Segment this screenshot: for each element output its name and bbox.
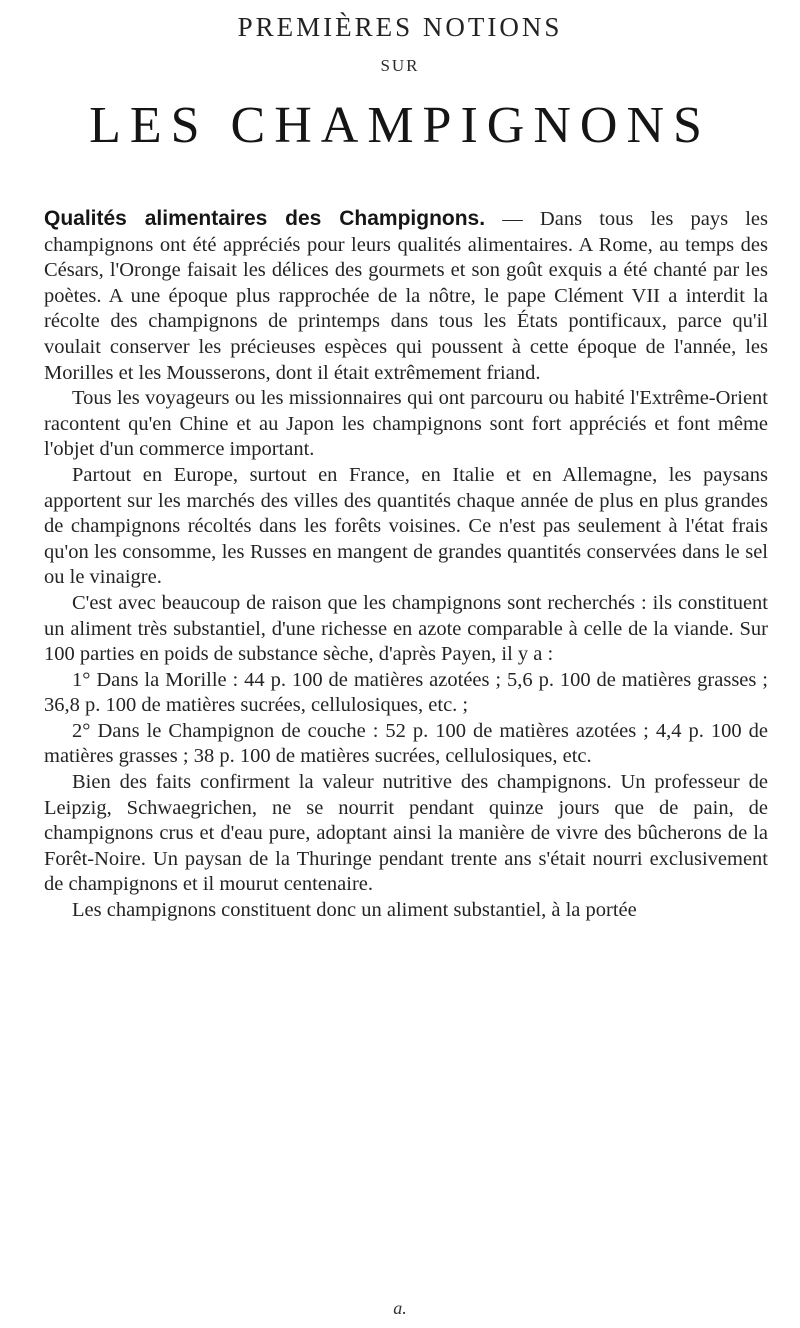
paragraph-6: 2° Dans le Champignon de couche : 52 p. 100 de matières azotées ; 4,4 p. 100 de matières grasses ; 38 p. 100 de matières sucrées, cellulosiques, etc.	[44, 719, 768, 768]
section-heading: Qualités alimentaires des Champignons.	[44, 207, 486, 230]
paragraph-4: C'est avec beaucoup de raison que les champignons sont recherchés : ils constituent un aliment très substantiel, d'une richesse en azote comparable à celle de la viande. Sur 100 parties en poids de substance sèche, d'après Payen, il y a :	[44, 591, 768, 666]
paragraph-7: Bien des faits confirment la valeur nutritive des champignons. Un professeur de Leipzig, Schwaegrichen, ne se nourrit pendant quinze jours que de pain, de champignons crus et d'eau pure, adoptant ainsi la manière de vivre des bûcherons de la Forêt-Noire. Un paysan de la Thuringe pendant trente ans s'était nourri exclusivement de champignons et il mourut centenaire.	[44, 771, 768, 896]
paragraph-5: 1° Dans la Morille : 44 p. 100 de matières azotées ; 5,6 p. 100 de matières grasses ; 36,8 p. 100 de matières sucrées, cellulosiques, etc. ;	[44, 668, 768, 717]
paragraph-3: Partout en Europe, surtout en France, en Italie et en Allemagne, les paysans apportent sur les marchés des villes des quantités chaque année de plus en plus grandes de champignons récoltés dans les forêts voisines. Ce n'est pas seulement à l'état frais qu'on les consomme, les Russes en mangent de grandes quantités conservées dans le sel ou le vinaigre.	[44, 463, 768, 589]
paragraph-1-text: — Dans tous les pays les champignons ont été appréciés pour leurs qualités alimentaires. A Rome, au temps des Césars, l'Oronge faisait les délices des gourmets et son goût exquis a été chanté par les poètes. A une époque plus rapprochée de la nôtre, le pape Clément VII a interdit la récolte des champignons de printemps dans tous les États pontificaux, parce qu'il voulait conserver les précieuses espèces qui poussent à cette époque de l'année, les Morilles et les Mousserons, dont il était extrêmement friand.	[44, 208, 769, 384]
paragraph-2: Tous les voyageurs ou les missionnaires qui ont parcouru ou habité l'Extrême-Orient racontent qu'en Chine et au Japon les champignons sont fort appréciés et font même l'objet d'un commerce important.	[44, 387, 768, 461]
page-title: LES CHAMPIGNONS	[89, 97, 711, 154]
signature-mark: a.	[393, 1298, 407, 1318]
article-body	[44, 206, 768, 924]
paragraph-8: Les champignons constituent donc un aliment substantiel, à la portée	[72, 899, 637, 922]
overtitle: PREMIÈRES NOTIONS	[237, 12, 563, 42]
paragraph-1	[44, 206, 768, 386]
subtitle-sur: SUR	[380, 56, 420, 75]
